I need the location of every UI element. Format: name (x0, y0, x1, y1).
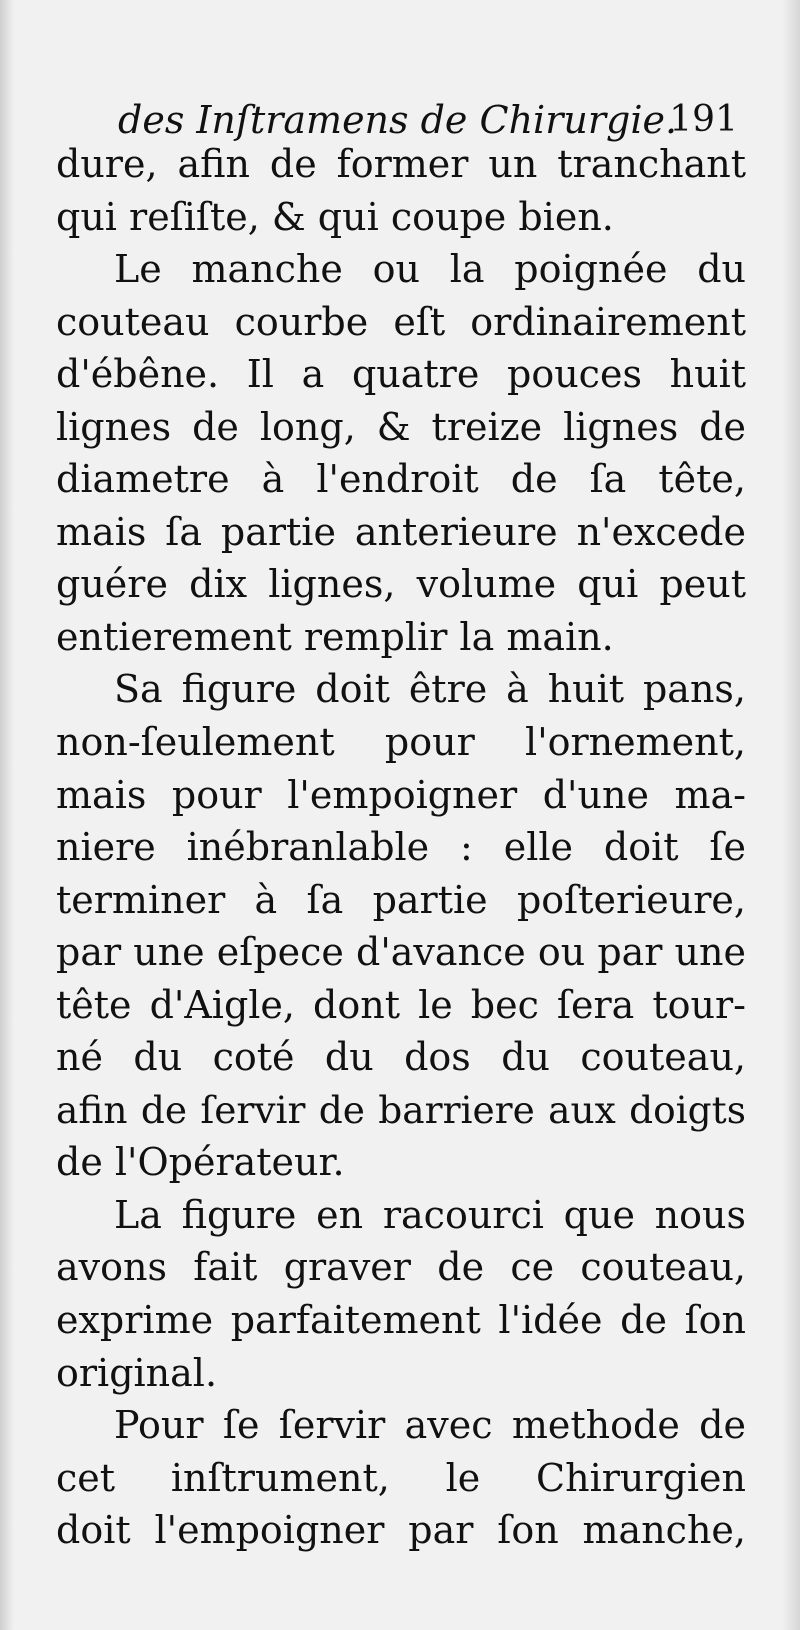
text-line: Sa figure doit être à huit pans, (114, 667, 746, 712)
page-number: 191 (669, 99, 738, 140)
text-line: doit l'empoigner par ſon manche, (56, 1508, 746, 1553)
text-line: cet inſtrument, le Chirurgien (56, 1455, 746, 1500)
text-line: non-ſeulement pour l'ornement, (56, 720, 746, 765)
text-line: guére dix lignes, volume qui peut (56, 562, 746, 607)
text-line: entierement remplir la main. (56, 614, 614, 659)
text-line: par une eſpece d'avance ou par une (56, 930, 746, 975)
text-line: dure, afin de former un tranchant (56, 142, 746, 186)
text-line: terminer à ſa partie poſterieure, (56, 877, 746, 922)
text-line: né du coté du dos du couteau, (56, 1035, 746, 1080)
text-line: Le manche ou la poignée du (114, 247, 746, 292)
running-title: des Inſtramens de Chirurgie. (118, 98, 678, 142)
text-line: mais ſa partie anterieure n'excede (56, 509, 746, 554)
body-text (56, 138, 746, 1557)
text-line: afin de ſervir de barriere aux doigts (56, 1087, 746, 1132)
text-line: exprime parfaitement l'idée de ſon (56, 1298, 746, 1343)
text-line: qui reſiſte, & qui coupe bien. (56, 194, 614, 239)
text-line: avons fait graver de ce couteau, (56, 1245, 746, 1290)
text-line: de l'Opérateur. (56, 1140, 345, 1185)
text-line: couteau courbe eſt ordinairement (56, 299, 746, 344)
text-line: niere inébranlable : elle doit ſe (56, 825, 746, 870)
text-line: tête d'Aigle, dont le bec ſera tour- (56, 982, 746, 1027)
text-line: mais pour l'empoigner d'une ma- (56, 772, 746, 817)
text-line: d'ébêne. Il a quatre pouces huit (56, 352, 746, 397)
text-line: lignes de long, & treize lignes de (56, 404, 746, 449)
text-line: La figure en racourci que nous (114, 1192, 746, 1237)
text-line: original. (56, 1350, 218, 1395)
text-line: diametre à l'endroit de ſa tête, (56, 457, 746, 502)
text-line: Pour ſe ſervir avec methode de (114, 1403, 746, 1448)
